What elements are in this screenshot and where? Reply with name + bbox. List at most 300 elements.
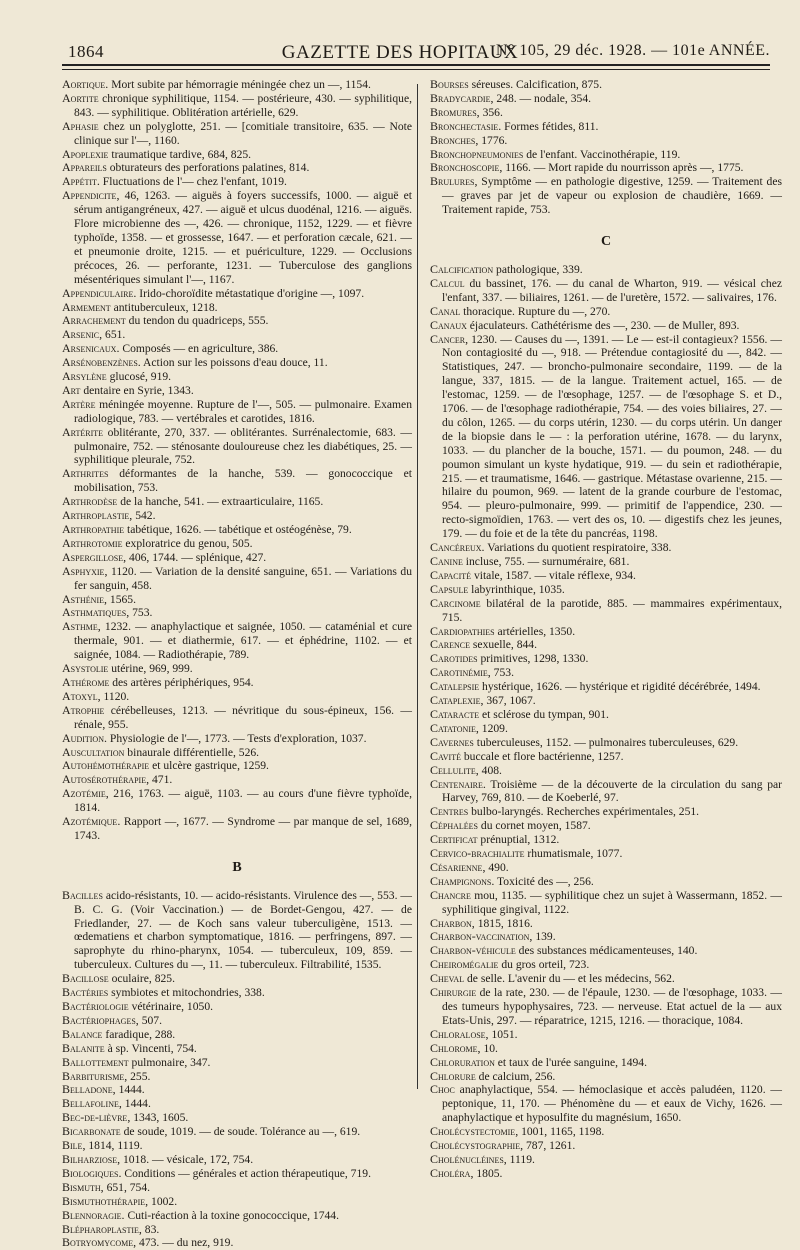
entry-text: 406, 1744. — splénique, 427. <box>126 550 267 564</box>
entry-headword: Cancéreux. <box>430 540 485 555</box>
entry-text: 651. <box>102 328 126 342</box>
entry-text: Action sur les poissons d'eau douce, 11. <box>140 356 328 370</box>
index-entry <box>430 750 782 764</box>
entry-headword: Autosérothérapie, <box>62 772 150 787</box>
entry-text: Physiologie de l'—, 1773. — Tests d'exploration, 1037. <box>107 731 367 745</box>
entry-headword: Biologiques. <box>62 1165 122 1180</box>
index-entry <box>430 263 782 277</box>
entry-text: dentaire en Syrie, 1343. <box>80 383 194 397</box>
entry-headword: Athérome <box>62 674 110 689</box>
entry-text: de l'enfant. Vaccinothérapie, 119. <box>523 147 681 161</box>
index-entry <box>62 1028 412 1042</box>
entry-headword: Bismuth, <box>62 1179 104 1194</box>
entry-text: 1815, 1816. <box>474 916 533 930</box>
entry-text: et ulcère gastrique, 1259. <box>149 759 269 773</box>
entry-headword: Bactériologie <box>62 999 129 1013</box>
entry-text: 356. <box>479 105 503 119</box>
entry-text: Formes fétides, 811. <box>501 119 599 133</box>
entry-text: antituberculeux, 1218. <box>110 300 218 314</box>
entry-headword: Appareils <box>62 160 107 175</box>
entry-text: 490. <box>485 860 509 874</box>
entry-text: primitives, 1298, 1330. <box>477 652 589 666</box>
section-letter: C <box>600 234 612 250</box>
entry-text: 1232. — anaphylactique et saignée, 1050. — cataménial et cure thermale, 901. — et diathermie, 617. — et éphédrine, 1102. — et saignée, 1084. — Radiothérapie, 789. <box>74 620 412 662</box>
entry-text: déformantes de la hanche, 539. — gonococcique et mobilisation, 753. <box>74 467 412 495</box>
entry-headword: Auscultation <box>62 744 125 759</box>
entry-text: Symptôme — en pathologie digestive, 1259. — Traitement des — graves par jet de vapeur ou explosion de chaudière, 1669. — Traitement rapide, 753. <box>442 175 782 217</box>
entry-headword: Blépharoplastie, <box>62 1221 142 1236</box>
entry-headword: Bourses <box>430 77 469 91</box>
index-entry <box>430 597 782 625</box>
entry-headword: Bronchopneumonies <box>430 146 524 161</box>
entry-headword: Bile, <box>62 1138 86 1153</box>
entry-headword: Aortite <box>62 90 99 105</box>
index-entry <box>430 819 782 833</box>
index-entry <box>430 680 782 694</box>
index-entry <box>62 78 412 92</box>
entry-text: 1002. <box>148 1194 178 1208</box>
index-entry <box>430 625 782 639</box>
entry-headword: Audition. <box>62 730 107 745</box>
index-entry <box>62 620 412 662</box>
entry-text: et sclérose du tympan, 901. <box>479 707 609 721</box>
entry-text: 1051. <box>488 1027 518 1041</box>
entry-headword: Césarienne, <box>430 859 486 874</box>
index-entry <box>430 778 782 806</box>
index-entry <box>430 1139 782 1153</box>
index-entry <box>62 662 412 676</box>
index-entry <box>430 92 782 106</box>
entry-text: Variations du quotient respiratoire, 338. <box>484 541 672 555</box>
entry-text: 1119. <box>506 1152 535 1166</box>
entry-headword: Asthénie, <box>62 591 107 606</box>
index-entry <box>430 1042 782 1056</box>
entry-headword: Bellafoline, <box>62 1096 122 1111</box>
index-entry <box>430 805 782 819</box>
index-entry <box>430 78 782 92</box>
index-entry <box>430 541 782 555</box>
journal-title: GAZETTE DES HOPITAUX <box>281 42 519 63</box>
entry-text: 1444. <box>121 1097 151 1111</box>
index-entry <box>430 652 782 666</box>
index-entry <box>430 1028 782 1042</box>
index-entry <box>62 1111 412 1125</box>
index-entry <box>430 833 782 847</box>
entry-headword: Artère <box>62 396 96 411</box>
entry-headword: Apoplexie <box>62 146 109 161</box>
entry-text: 1166. — Mort rapide du nourrisson après —, 1775. <box>502 161 744 175</box>
entry-text: méningée moyenne. Rupture de l'—, 505. — pulmonaire. Examen radiologique, 783. — vertébrales et carotides, 1816. <box>74 397 412 425</box>
entry-text: hystérique, 1626. — hystérique et rigidité décérébrée, 1494. <box>479 680 761 694</box>
index-entry <box>62 175 412 189</box>
entry-headword: Cheiromégalie <box>430 957 499 972</box>
entry-headword: Catatonie, <box>430 720 479 735</box>
entry-text: pulmonaire, 347. <box>128 1055 211 1069</box>
entry-text: traumatique tardive, 684, 825. <box>108 147 252 161</box>
entry-text: 753. <box>490 666 514 680</box>
entry-headword: Aortique. <box>62 77 109 91</box>
entry-headword: Carotinémie, <box>430 665 491 680</box>
index-entry <box>430 134 782 148</box>
index-entry <box>430 319 782 333</box>
index-entry <box>62 1083 412 1097</box>
entry-headword: Cavernes <box>430 734 474 749</box>
index-entry <box>430 958 782 972</box>
index-entry <box>62 732 412 746</box>
entry-headword: Cholénucléines, <box>430 1151 507 1166</box>
entry-headword: Ballottement <box>62 1054 129 1069</box>
entry-text: 1343, 1605. <box>130 1111 189 1125</box>
index-entry <box>62 92 412 120</box>
index-entry <box>62 1153 412 1167</box>
index-entry <box>62 1056 412 1070</box>
entry-headword: Armement <box>62 299 111 314</box>
index-entry <box>430 722 782 736</box>
index-entry <box>430 764 782 778</box>
index-entry <box>62 467 412 495</box>
index-entry <box>62 314 412 328</box>
entry-headword: Aphasie <box>62 118 99 133</box>
index-entry <box>62 565 412 593</box>
entry-headword: Artérite <box>62 424 104 439</box>
entry-headword: Brulures, <box>430 174 478 189</box>
page-number: 1864 <box>68 42 104 61</box>
entry-text: 216, 1763. — aiguë, 1103. — au cours d'une fièvre typhoïde, 1814. <box>74 787 412 815</box>
index-entry <box>62 551 412 565</box>
index-entry <box>62 523 412 537</box>
index-entry <box>62 746 412 760</box>
entry-text: du bassinet, 176. — du canal de Wharton, 919. — vésical chez l'enfant, 337. — biliaires, 1261. — de l'uretère, 1572. — salivaires, 176. <box>442 276 782 304</box>
entry-headword: Atoxyl, <box>62 688 101 703</box>
entry-headword: Bacilles <box>62 887 103 902</box>
entry-headword: Aspergillose, <box>62 549 127 564</box>
entry-text: 471. <box>149 773 173 787</box>
entry-headword: Champignons. <box>430 873 495 888</box>
entry-text: tabétique, 1626. — tabétique et ostéogénèse, 79. <box>124 523 352 536</box>
index-entry <box>430 972 782 986</box>
index-entry <box>62 1070 412 1084</box>
entry-text: oblitérante, 270, 337. — oblitérantes. Surrénalectomie, 683. — pulmonaire, 752. — sténosante douloureuse chez les diabétiques, 25. — syphilitique pleurale, 752. <box>74 425 412 467</box>
header-rule <box>62 64 770 66</box>
entry-headword: Bactéries <box>62 985 109 1000</box>
index-entry <box>430 161 782 175</box>
entry-text: thoracique. Rupture du —, 270. <box>460 304 611 318</box>
entry-text: glucosé, 919. <box>106 370 172 384</box>
index-entry <box>430 569 782 583</box>
entry-text: 408. <box>478 763 502 777</box>
entry-text: 46, 1263. — aiguës à foyers successifs, 1000. — aiguë et sérum antigangréneux, 427. — aiguë et ulcus duodénal, 1216. — aiguës. Flore microbienne des —, 426. — chronique, 1152, 1229. — et fièvre typhoïde, 1358. — et grossesse, 1647. — et perforation cæcale, 621. — et pneumonie droite, 1215. — et puériculture, 1229. — Occlusions précoces, 26. — perforante, 1231. — Tuberculose des ganglions mésentériques simulant l'—, 1167. <box>74 189 412 286</box>
entry-headword: Cervico-brachialite <box>430 846 525 861</box>
entry-text: 367, 1067. <box>483 694 536 708</box>
entry-text: vitale, 1587. — vitale réflexe, 934. <box>471 568 636 582</box>
entry-text: Troisième — de la découverte de la circulation du sang par Harvey, 769, 810. — de Koeberlé, 97. <box>442 777 782 805</box>
entry-headword: Arthroplastie, <box>62 508 133 523</box>
index-entry <box>62 161 412 175</box>
entry-text: des substances médicamenteuses, 140. <box>515 944 698 958</box>
index-entry <box>62 398 412 426</box>
entry-headword: Bronchectasie. <box>430 118 502 133</box>
entry-text: 473. — du nez, 919. <box>136 1236 234 1250</box>
entry-headword: Capacité <box>430 567 472 582</box>
entry-headword: Cavité <box>430 748 461 763</box>
entry-text: Fluctuations de l'— chez l'enfant, 1019. <box>99 175 287 189</box>
entry-text: Mort subite par hémorragie méningée chez un —, 1154. <box>108 78 371 91</box>
index-entry <box>62 189 412 286</box>
entry-headword: Bismuthothérapie, <box>62 1193 149 1208</box>
index-entry <box>62 773 412 787</box>
entry-headword: Cheval <box>430 971 465 986</box>
entry-text: 651, 754. <box>103 1180 151 1194</box>
entry-text: de selle. L'avenir du — et les médecins, 562. <box>464 972 675 986</box>
index-entry <box>62 759 412 773</box>
index-entry <box>62 1236 412 1250</box>
entry-text: buccale et flore bactérienne, 1257. <box>460 749 624 763</box>
entry-text: 753. <box>129 606 153 620</box>
entry-text: de soude, 1019. — de soude. Tolérance au —, 619. <box>120 1125 361 1139</box>
index-entry <box>62 1097 412 1111</box>
index-column-right <box>430 78 782 1181</box>
entry-text: bulbo-laryngés. Recherches expérimentales, 251. <box>468 805 700 819</box>
entry-text: tuberculeuses, 1152. — pulmonaires tuberculeuses, 629. <box>473 735 739 749</box>
entry-text: 1444. <box>115 1083 145 1097</box>
index-entry <box>62 606 412 620</box>
entry-headword: Arsénobenzènes. <box>62 355 141 370</box>
index-entry <box>430 1056 782 1070</box>
index-entry <box>62 342 412 356</box>
entry-headword: Cholécystographie, <box>430 1138 524 1153</box>
entry-text: éjaculateurs. Cathétérisme des —, 230. — de Muller, 893. <box>466 318 740 332</box>
entry-text: symbiotes et mitochondries, 338. <box>108 986 265 1000</box>
entry-text: de la hanche, 541. — extraarticulaire, 1165. <box>117 495 324 509</box>
entry-headword: Centres <box>430 804 469 819</box>
entry-headword: Bacillose <box>62 971 109 986</box>
index-entry <box>62 287 412 301</box>
index-entry <box>430 986 782 1028</box>
entry-headword: Balance <box>62 1026 103 1041</box>
index-entry <box>62 301 412 315</box>
entry-text: labyrinthique, 1035. <box>468 582 565 596</box>
entry-headword: Arthropathie <box>62 522 125 536</box>
index-entry <box>430 305 782 319</box>
index-entry <box>430 736 782 750</box>
entry-text: acido-résistants, 10. — acido-résistants. Virulence des —, 553. — B. C. G. (Voir Vaccination.) — de Bordet-Gengou, 427. — de Friedlander, 27. — de Koch sans valeur tuberculigène, 1513. — œdematiens et charbon symptomatique, 1816. — perfringens, 897. — saprophyte du rhino-pharynx, 1054. — tuberculeux, 109, 859. — tuberculeux. Cultures du —, 11. — tuberculeux. Filtrabilité, 1535. <box>74 888 412 972</box>
index-entry <box>62 787 412 815</box>
entry-text: 1018. — vésicale, 172, 754. <box>120 1152 254 1166</box>
entry-headword: Asystolie <box>62 661 109 676</box>
entry-text: sexuelle, 844. <box>470 638 537 652</box>
entry-text: du tendon du quadriceps, 555. <box>125 314 269 328</box>
index-entry <box>62 148 412 162</box>
entry-text: 10. <box>480 1041 498 1055</box>
entry-text: Composés — en agriculture, 386. <box>119 342 279 356</box>
index-entry <box>430 666 782 680</box>
entry-text: du gros orteil, 723. <box>498 958 590 972</box>
entry-text: pathologique, 339. <box>493 262 583 276</box>
entry-headword: Asthmatiques, <box>62 605 130 620</box>
index-entry <box>62 328 412 342</box>
entry-headword: Arthrodèse <box>62 494 118 509</box>
entry-headword: Canaux <box>430 317 467 332</box>
index-entry <box>62 1195 412 1209</box>
entry-text: du cornet moyen, 1587. <box>478 819 591 833</box>
index-entry <box>62 370 412 384</box>
index-entry <box>62 120 412 148</box>
index-entry <box>62 815 412 843</box>
entry-text: 1565. <box>107 592 136 606</box>
index-entry <box>62 593 412 607</box>
entry-headword: Arthrites <box>62 466 109 481</box>
entry-text: bilatéral de la parotide, 885. — mammaires expérimentaux, 715. <box>442 596 782 624</box>
entry-headword: Canine <box>430 554 463 568</box>
entry-headword: Arrachement <box>62 313 126 328</box>
entry-headword: Balanite <box>62 1040 105 1055</box>
entry-headword: Cholécystectomie, <box>430 1124 519 1139</box>
entry-text: artérielles, 1350. <box>494 624 576 638</box>
index-entry <box>62 889 412 972</box>
entry-headword: Bronches, <box>430 132 479 147</box>
index-entry <box>62 537 412 551</box>
entry-text: 1230. — Causes du —, 1391. — Le — est-il contagieux? 1556. — Non contagiosité du —, 918. — Prétendue contagiosité du —, 842. — Statistiques, 247. — broncho-pulmonaire secondaire, 1199. — de la langue, 337, 1815. — de la langue. Traitement actuel, 165. — de l'estomac, 1259. — de l'œsophage, 1257. — de l'œsophage S. et D., 1706. — de l'œsophage radiothérapie, 754. — des voies biliaires, 27. — du côlon, 1265. — du corps utérin, 1230. — du corps utérin. Un danger de la biopsie dans le — : la perforation utérine, 1678. — du larynx, 1033. — du plancher de la bouche, 1571. — du poumon, 248. — du poumon simulant un kyste hydatique, 919. — du sein et radiothérapie, 215. — et traumatisme, 1646. — gastrique. Métastase ovarienne, 215. — hilaire du poumon, 969. — latent de la grande courbure de l'estomac, 954. — pleuro-pulmonaire, 999. — primitif de l'appendice, 230. — recto-sigmoïdien, 1763. — vert des os, 10. — digestifs chez les jeunes, 179. — du foie et de la tête du pancréas, 1198. <box>442 332 782 541</box>
entry-headword: Appendicite, <box>62 188 120 203</box>
entry-text: séreuses. Calcification, 875. <box>468 78 602 91</box>
entry-headword: Azotémique. <box>62 814 121 829</box>
entry-text: 83. <box>141 1222 160 1236</box>
entry-headword: Botryomycome, <box>62 1235 137 1250</box>
entry-text: 1001, 1165, 1198. <box>518 1125 605 1139</box>
entry-headword: Atrophie <box>62 702 105 717</box>
index-entry <box>62 509 412 523</box>
entry-text: exploratrice du genou, 505. <box>122 536 253 550</box>
entry-text: Cuti-réaction à la toxine gonococcique, 1744. <box>124 1208 339 1222</box>
entry-headword: Arthrotomie <box>62 535 123 550</box>
index-entry <box>430 694 782 708</box>
entry-text: 139. <box>532 930 556 944</box>
index-entry <box>430 277 782 305</box>
index-entry <box>62 986 412 1000</box>
entry-text: mou, 1135. — syphilitique chez un sujet à Wassermann, 1852. — syphilitique gingival, 1122. <box>442 888 782 916</box>
entry-text: 542. <box>132 509 156 523</box>
entry-headword: Appendiculaire. <box>62 285 137 300</box>
entry-headword: Charbon-vaccination, <box>430 929 533 944</box>
entry-headword: Bradycardie, <box>430 90 494 105</box>
entry-text: 1814, 1119. <box>85 1139 143 1153</box>
entry-headword: Asphyxie, <box>62 563 108 578</box>
entry-text: oculaire, 825. <box>108 972 175 986</box>
entry-text: 1776. <box>478 133 508 147</box>
index-entry <box>62 1167 412 1181</box>
entry-headword: Barbiturisme, <box>62 1068 128 1083</box>
entry-text: de la rate, 230. — de l'épaule, 1230. — de l'œsophage, 1033. — des tumeurs hypophysaires, 723. — nerveuse. Etat actuel de la — aux Etats-Unis, 297. — réparatrice, 1215, 1216. — thoracique, 1084. <box>442 986 782 1027</box>
entry-text: 1120. — Variation de la densité sanguine, 651. — Variations du fer sanguin, 458. <box>74 564 412 592</box>
index-entry <box>62 1139 412 1153</box>
entry-headword: Azotémie, <box>62 786 109 801</box>
entry-text: prénuptial, 1312. <box>477 833 560 847</box>
entry-text: incluse, 755. — surnuméraire, 681. <box>462 555 630 568</box>
entry-headword: Bilharziose, <box>62 1151 121 1166</box>
entry-headword: Cataracte <box>430 706 480 721</box>
index-entry <box>430 333 782 542</box>
entry-headword: Arsylène <box>62 369 107 384</box>
entry-headword: Belladone, <box>62 1082 116 1097</box>
index-entry <box>430 930 782 944</box>
entry-text: 1209. <box>478 721 508 735</box>
entry-text: de calcium, 256. <box>475 1069 556 1083</box>
issue-info: N° 105, 29 déc. 1928. — 101e ANNÉE. <box>495 42 770 59</box>
index-entry <box>430 555 782 569</box>
index-entry <box>430 1070 782 1084</box>
entry-headword: Chloruration <box>430 1054 495 1069</box>
index-entry <box>62 676 412 690</box>
header-rule-thin <box>62 69 770 70</box>
entry-headword: Bec-de-lièvre, <box>62 1110 131 1125</box>
index-entry <box>430 175 782 217</box>
index-entry <box>430 106 782 120</box>
entry-text: Rapport —, 1677. — Syndrome — par manque de sel, 1689, 1743. <box>74 815 412 842</box>
entry-headword: Charbon-véhicule <box>430 943 516 958</box>
entry-headword: Cardiopathies <box>430 623 495 638</box>
entry-text: et taux de l'urée sanguine, 1494. <box>494 1055 648 1069</box>
index-entry <box>62 1014 412 1028</box>
page-header <box>0 36 800 63</box>
entry-headword: Arsenicaux. <box>62 341 120 356</box>
index-entry <box>62 1223 412 1237</box>
index-entry <box>430 1125 782 1139</box>
index-entry <box>430 1153 782 1167</box>
index-entry <box>62 972 412 986</box>
index-entry <box>62 1000 412 1014</box>
entry-headword: Chancre <box>430 887 471 902</box>
entry-headword: Catalepsie <box>430 679 480 694</box>
entry-headword: Carcinome <box>430 595 481 610</box>
entry-headword: Art <box>62 382 81 397</box>
section-letter: B <box>232 859 242 875</box>
index-entry <box>62 1209 412 1223</box>
index-entry <box>62 704 412 732</box>
entry-headword: Carotides <box>430 651 478 666</box>
entry-text: binaurale différentielle, 526. <box>124 745 260 759</box>
entry-text: faradique, 288. <box>102 1027 176 1041</box>
entry-headword: Choc <box>430 1082 455 1097</box>
index-entry <box>430 944 782 958</box>
index-entry <box>430 861 782 875</box>
entry-headword: Choléra, <box>430 1165 474 1180</box>
index-entry <box>62 495 412 509</box>
index-entry <box>430 917 782 931</box>
column-divider <box>417 84 418 1089</box>
entry-headword: Calcul <box>430 275 465 290</box>
entry-headword: Bromures, <box>430 104 480 119</box>
entry-headword: Asthme, <box>62 619 101 634</box>
entry-text: cérébelleuses, 1213. — névritique du sous-épineux, 156. — rénale, 955. <box>74 703 412 731</box>
index-entry <box>430 583 782 597</box>
index-entry <box>430 708 782 722</box>
entry-text: utérine, 969, 999. <box>108 662 193 676</box>
index-entry <box>62 690 412 704</box>
index-entry <box>430 638 782 652</box>
entry-text: Irido-choroïdite métastatique d'origine —, 1097. <box>136 286 365 300</box>
entry-text: 507. <box>138 1013 162 1027</box>
entry-text: vétérinaire, 1050. <box>128 1000 214 1013</box>
entry-text: anaphylactique, 554. — hémoclasique et accès paludéen, 1120. — peptonique, 11, 170. — Phénomène du — et eaux de Vichy, 1626. — anaphylactique et hyposulfite du magnésium, 1650. <box>442 1083 782 1125</box>
index-column-left <box>62 78 412 1250</box>
index-entry <box>62 1181 412 1195</box>
index-entry <box>430 1083 782 1125</box>
entry-text: des artères périphériques, 954. <box>109 675 254 689</box>
entry-headword: Centenaire. <box>430 776 486 791</box>
index-entry <box>430 889 782 917</box>
entry-headword: Cataplexie, <box>430 693 484 708</box>
entry-text: obturateurs des perforations palatines, 814. <box>106 161 310 175</box>
